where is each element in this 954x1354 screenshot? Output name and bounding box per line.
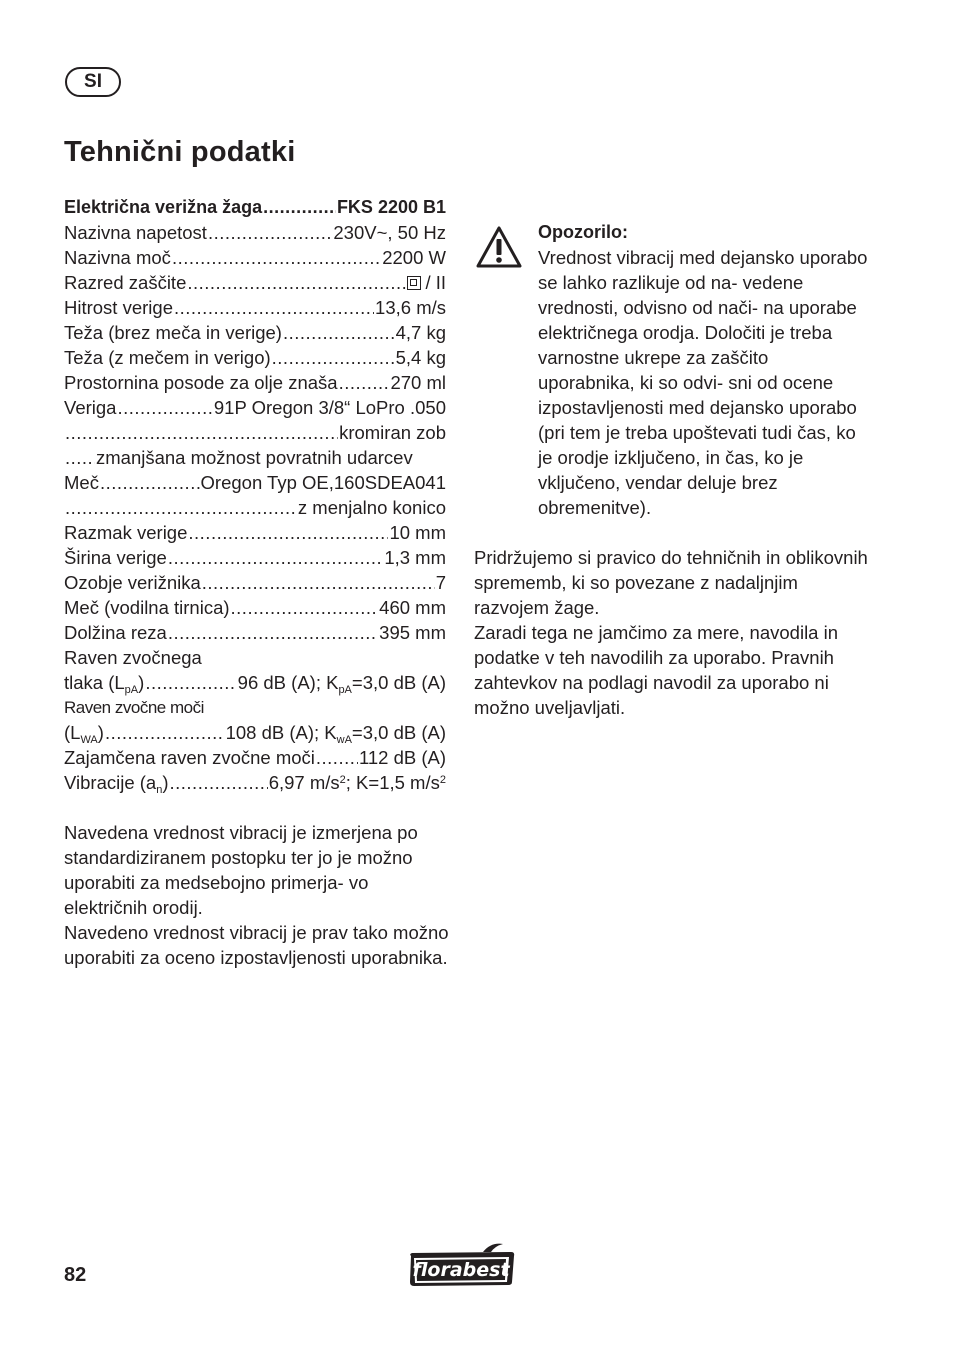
spec-label: $(L_{WA})$ <box>64 722 104 746</box>
lwa-k-value: =3,0 dB (A) <box>351 722 446 743</box>
spec-value: zmanjšana možnost povratnih udarcev <box>96 447 413 468</box>
spec-row-lwa <box>64 720 446 745</box>
spec-value <box>269 770 446 795</box>
spec-value: 10 mm <box>389 522 446 543</box>
spec-value: 4,7 kg <box>395 322 446 343</box>
spec-value: 395 mm <box>379 622 446 643</box>
superscript: 2 <box>439 774 446 786</box>
warning-box <box>538 220 868 520</box>
spec-row-cut <box>64 620 446 645</box>
spec-label: Električna verižna žaga <box>64 197 263 217</box>
leader-dots <box>188 520 388 545</box>
leader-dots <box>100 470 200 495</box>
warning-title: Opozorilo: <box>538 222 628 242</box>
vibration-note <box>64 820 449 970</box>
spec-label: Vibracije $(a_n)$ <box>64 772 169 796</box>
spec-label: tlaka $(L_{pA})$ <box>64 672 145 696</box>
spec-row-power <box>64 245 446 270</box>
lpa-value: 96 dB (A); K <box>237 672 339 693</box>
spec-label: Dolžina reza <box>64 622 167 643</box>
warning-triangle-icon <box>475 225 523 269</box>
spec-row-sprocket <box>64 570 446 595</box>
spec-label: Razred zaščite <box>64 272 187 293</box>
language-badge <box>65 67 121 97</box>
vib-value: 6,97 m/s <box>268 772 340 793</box>
leader-dots <box>65 420 338 445</box>
spec-value: Oregon Typ OE,160SDEA041 <box>200 472 446 493</box>
leader-dots <box>145 670 236 695</box>
spec-label: Veriga <box>64 397 117 418</box>
florabest-logo <box>405 1242 519 1288</box>
leader-dots <box>65 445 95 470</box>
spec-row-guide <box>64 595 446 620</box>
spec-value: 112 dB (A) <box>358 747 446 768</box>
spec-label: Hitrost verige <box>64 297 173 318</box>
spec-label: Meč <box>64 472 99 493</box>
leader-dots <box>168 545 383 570</box>
spec-value <box>407 270 446 295</box>
leader-dots <box>168 620 378 645</box>
spec-value <box>226 720 446 745</box>
spec-value <box>238 670 446 695</box>
note-paragraph: Zaradi tega ne jamčimo za mere, navodila in podatke v teh navodilih za uporabo. Pravnih zahtevkov na podlagi navodil za uporabo ni možno uveljavljati. <box>474 622 839 718</box>
lwa-subscript: WA <box>80 734 98 746</box>
spec-row-lpa <box>64 670 446 695</box>
leader-dots <box>187 270 406 295</box>
brand-text: florabest <box>412 1259 510 1281</box>
protection-class-text: / II <box>425 272 446 293</box>
spec-row-weight-no-bar <box>64 320 446 345</box>
leader-dots <box>263 195 336 220</box>
vib-text: Vibracije (a <box>64 772 157 793</box>
leader-dots <box>202 570 435 595</box>
lpa-k-value: =3,0 dB (A) <box>351 672 446 693</box>
spec-row-pitch <box>64 520 446 545</box>
leader-dots <box>105 720 225 745</box>
lpa-subscript: pA <box>124 684 139 696</box>
language-code: SI <box>84 71 102 92</box>
spec-value: 460 mm <box>379 597 446 618</box>
spec-value: kromiran zob <box>339 422 446 443</box>
page-number: 82 <box>64 1264 87 1286</box>
leader-dots <box>208 220 332 245</box>
spec-row-lwa-label <box>64 695 446 720</box>
page-title: Tehnični podatki <box>64 136 296 168</box>
leader-dots <box>316 745 358 770</box>
lwa-value: 108 dB (A); K <box>225 722 337 743</box>
spec-value: 13,6 m/s <box>375 297 446 318</box>
spec-value: 91P Oregon 3/8“ LoPro .050 <box>213 397 446 418</box>
spec-label: Nazivna napetost <box>64 222 207 243</box>
vib-k-value: ; K=1,5 m/s <box>345 772 440 793</box>
spec-label: Raven zvočne moči <box>64 698 204 717</box>
spec-row-chain-speed <box>64 295 446 320</box>
spec-row-chain-cont <box>64 445 446 470</box>
spec-value: 270 ml <box>390 372 446 393</box>
spec-row-protection <box>64 270 446 295</box>
rights-note <box>474 545 874 720</box>
vib-subscript: n <box>156 784 163 796</box>
technical-specs <box>64 195 446 795</box>
note-paragraph: Pridržujemo si pravico do tehničnih in oblikovnih sprememb, ki so povezane z nadaljnjim razvojem žage. <box>474 547 868 618</box>
leader-dots <box>283 320 395 345</box>
spec-row-model <box>64 195 446 220</box>
spec-row-oil <box>64 370 446 395</box>
spec-value: FKS 2200 B1 <box>336 197 446 217</box>
leader-dots <box>231 595 379 620</box>
spec-value: 230V~, 50 Hz <box>333 222 446 243</box>
spec-label: Prostornina posode za olje znaša <box>64 372 338 393</box>
spec-row-chain <box>64 395 446 420</box>
leader-dots <box>170 770 268 795</box>
spec-row-bar-cont <box>64 495 446 520</box>
spec-row-lpa-label <box>64 645 446 670</box>
leader-dots <box>117 395 212 420</box>
warning-text: Vrednost vibracij med dejansko uporabo se lahko razlikuje od na- vedene vrednosti, odvisno od nači- na uporabe električnega orodja. Določiti je treba varnostne ukrepe za zaščito uporabnika, ki so odvi- sni od ocene izpostavljenosti med dejansko uporabo (pri tem je treba upoštevati tudi čas, ko je orodje izključeno, in čas, ko je vključeno, vendar deluje brez obremenitve). <box>538 247 868 518</box>
spec-row-voltage <box>64 220 446 245</box>
spec-value: 1,3 mm <box>384 547 446 568</box>
spec-row-width <box>64 545 446 570</box>
spec-value: z menjalno konico <box>297 497 446 518</box>
spec-label: Teža (brez meča in verige) <box>64 322 282 343</box>
spec-label: Raven zvočnega <box>64 647 202 668</box>
lwa-text: (L <box>64 722 81 743</box>
spec-label: Teža (z mečem in verigo) <box>64 347 271 368</box>
leader-dots <box>65 495 297 520</box>
spec-row-bar <box>64 470 446 495</box>
note-paragraph: Navedena vrednost vibracij je izmerjena po standardiziranem postopku ter jo je možno uporabiti za medsebojno primerja- vo električnih orodij. <box>64 822 418 918</box>
spec-label: Meč (vodilna tirnica) <box>64 597 230 618</box>
leader-dots <box>339 370 390 395</box>
spec-row-weight-with-bar <box>64 345 446 370</box>
lpa-text: tlaka (L <box>64 672 125 693</box>
spec-label: Nazivna moč <box>64 247 171 268</box>
spec-row-guaranteed <box>64 745 446 770</box>
leader-dots <box>272 345 395 370</box>
spec-value: 2200 W <box>382 247 446 268</box>
lwa-k-subscript: wA <box>336 734 352 746</box>
lpa-k-subscript: pA <box>338 684 352 696</box>
leader-dots <box>174 295 374 320</box>
protection-class-icon <box>407 276 421 290</box>
superscript: 2 <box>339 774 346 786</box>
spec-row-vibration <box>64 770 446 795</box>
spec-value: 7 <box>435 572 446 593</box>
spec-label: Širina verige <box>64 547 167 568</box>
note-paragraph: Navedeno vrednost vibracij je prav tako možno uporabiti za oceno izpostavljenosti uporabnika. <box>64 922 449 968</box>
spec-label: Zajamčena raven zvočne moči <box>64 747 315 768</box>
spec-label: Ozobje verižnika <box>64 572 201 593</box>
leader-dots <box>172 245 381 270</box>
spec-value: 5,4 kg <box>395 347 446 368</box>
spec-label: Razmak verige <box>64 522 188 543</box>
spec-row-chain-cont <box>64 420 446 445</box>
